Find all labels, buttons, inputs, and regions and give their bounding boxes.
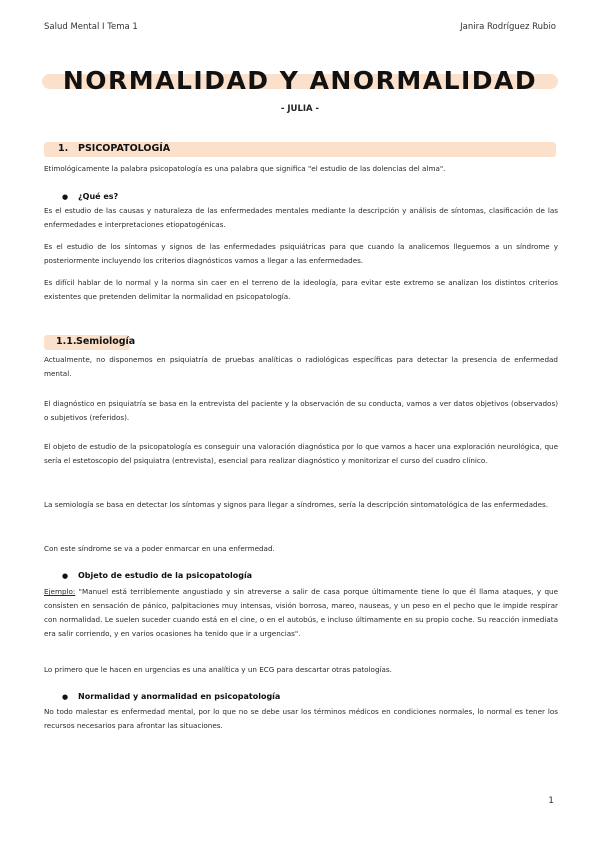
- page-title: NORMALIDAD Y ANORMALIDAD: [62, 66, 538, 95]
- bullet-que-es: [62, 192, 118, 201]
- paragraph-ejemplo: [44, 585, 558, 641]
- paragraph-urgencias: Lo primero que le hacen en urgencias es una analítica y un ECG para descartar otras patologías.: [44, 665, 392, 674]
- section-1-1-heading: [56, 336, 135, 347]
- ejemplo-text: "Manuel está terriblemente angustiado y sin atreverse a salir de casa porque últimamente tiene lo que él llama ataques, y que consisten en sensación de pánico, palpitaciones muy intensas, visión borrosa, mareo, nauseas, y un peso en el pecho que le impide respirar con normalidad. Le suelen suceder cuando está en el cine, o en el autobús, e incluso últimamente en su propio coche. Su reacción inmediata era salir corriendo, y en varios ocasiones ha tenido que ir a urgencias".: [44, 587, 558, 638]
- paragraph-que-es-3: Es difícil hablar de lo normal y la norma sin caer en el terreno de la ideología, para evitar este extremo se analizan los distintos criterios existentes que pretenden delimitar la normalidad en psicopatología.: [44, 278, 558, 301]
- bullet-normalidad-label: Normalidad y anormalidad en psicopatología: [78, 692, 281, 701]
- section-1-1-label: Semiología: [76, 336, 136, 347]
- title-block: [0, 66, 600, 96]
- bullet-objeto: [62, 571, 252, 580]
- bullet-normalidad: [62, 692, 280, 701]
- section-1-1-number: 1.1.: [56, 336, 77, 347]
- section-1-number: 1.: [58, 143, 69, 154]
- bullet-dot-icon: ●: [62, 193, 69, 201]
- paragraph-que-es-1: Es el estudio de las causas y naturaleza de las enfermedades mentales mediante la descripción y análisis de síntomas, clasificación de las enfermedades e interpretaciones etiopatogénicas.: [44, 206, 558, 229]
- bullet-dot-icon: ●: [62, 693, 69, 701]
- page-subtitle: - JULIA -: [280, 104, 320, 114]
- section-1-label: PSICOPATOLOGÍA: [78, 143, 171, 154]
- bullet-objeto-label: Objeto de estudio de la psicopatología: [78, 571, 253, 580]
- paragraph-que-es-2: Es el estudio de los síntomas y signos de las enfermedades psiquiátricas para que cuando la analicemos lleguemos a un síndrome y posteriormente incluyendo los criterios diagnósticos vamos a llegar a las enfermedades.: [44, 242, 558, 265]
- paragraph-semiologia-5: Con este síndrome se va a poder enmarcar en una enfermedad.: [44, 544, 275, 553]
- header-left: Salud Mental I Tema 1: [44, 22, 138, 32]
- bullet-que-es-label: ¿Qué es?: [78, 192, 119, 201]
- paragraph-semiologia-3: El objeto de estudio de la psicopatología es conseguir una valoración diagnóstica por lo que vamos a hacer una exploración neurológica, que sería el estetoscopio del psiquiatra (entrevista), esencial para realizar diagnóstico y monitorizar el curso del cuadro clínico.: [44, 442, 558, 465]
- page-number: 1: [548, 796, 554, 806]
- paragraph-etymology: Etimológicamente la palabra psicopatología es una palabra que significa "el estudio de las dolencias del alma".: [44, 164, 446, 173]
- paragraph-normalidad: No todo malestar es enfermedad mental, por lo que no se debe usar los términos médicos en condiciones normales, lo normal es tener los recursos necesarios para afrontar las situaciones.: [44, 707, 558, 730]
- paragraph-semiologia-4: La semiología se basa en detectar los síntomas y signos para llegar a síndromes, sería la descripción sintomatológica de las enfermedades.: [44, 500, 549, 509]
- paragraph-semiologia-2: El diagnóstico en psiquiatría se basa en la entrevista del paciente y la observación de su conducta, vamos a ver datos objetivos (observados) o subjetivos (referidos).: [44, 399, 558, 422]
- section-1-heading: [58, 143, 170, 154]
- paragraph-semiologia-1: Actualmente, no disponemos en psiquiatría de pruebas analíticas o radiológicas específicas para detectar la presencia de enfermedad mental.: [44, 355, 558, 378]
- bullet-dot-icon: ●: [62, 572, 69, 580]
- ejemplo-label: Ejemplo:: [44, 587, 76, 596]
- header-right: Janira Rodríguez Rubio: [460, 22, 556, 32]
